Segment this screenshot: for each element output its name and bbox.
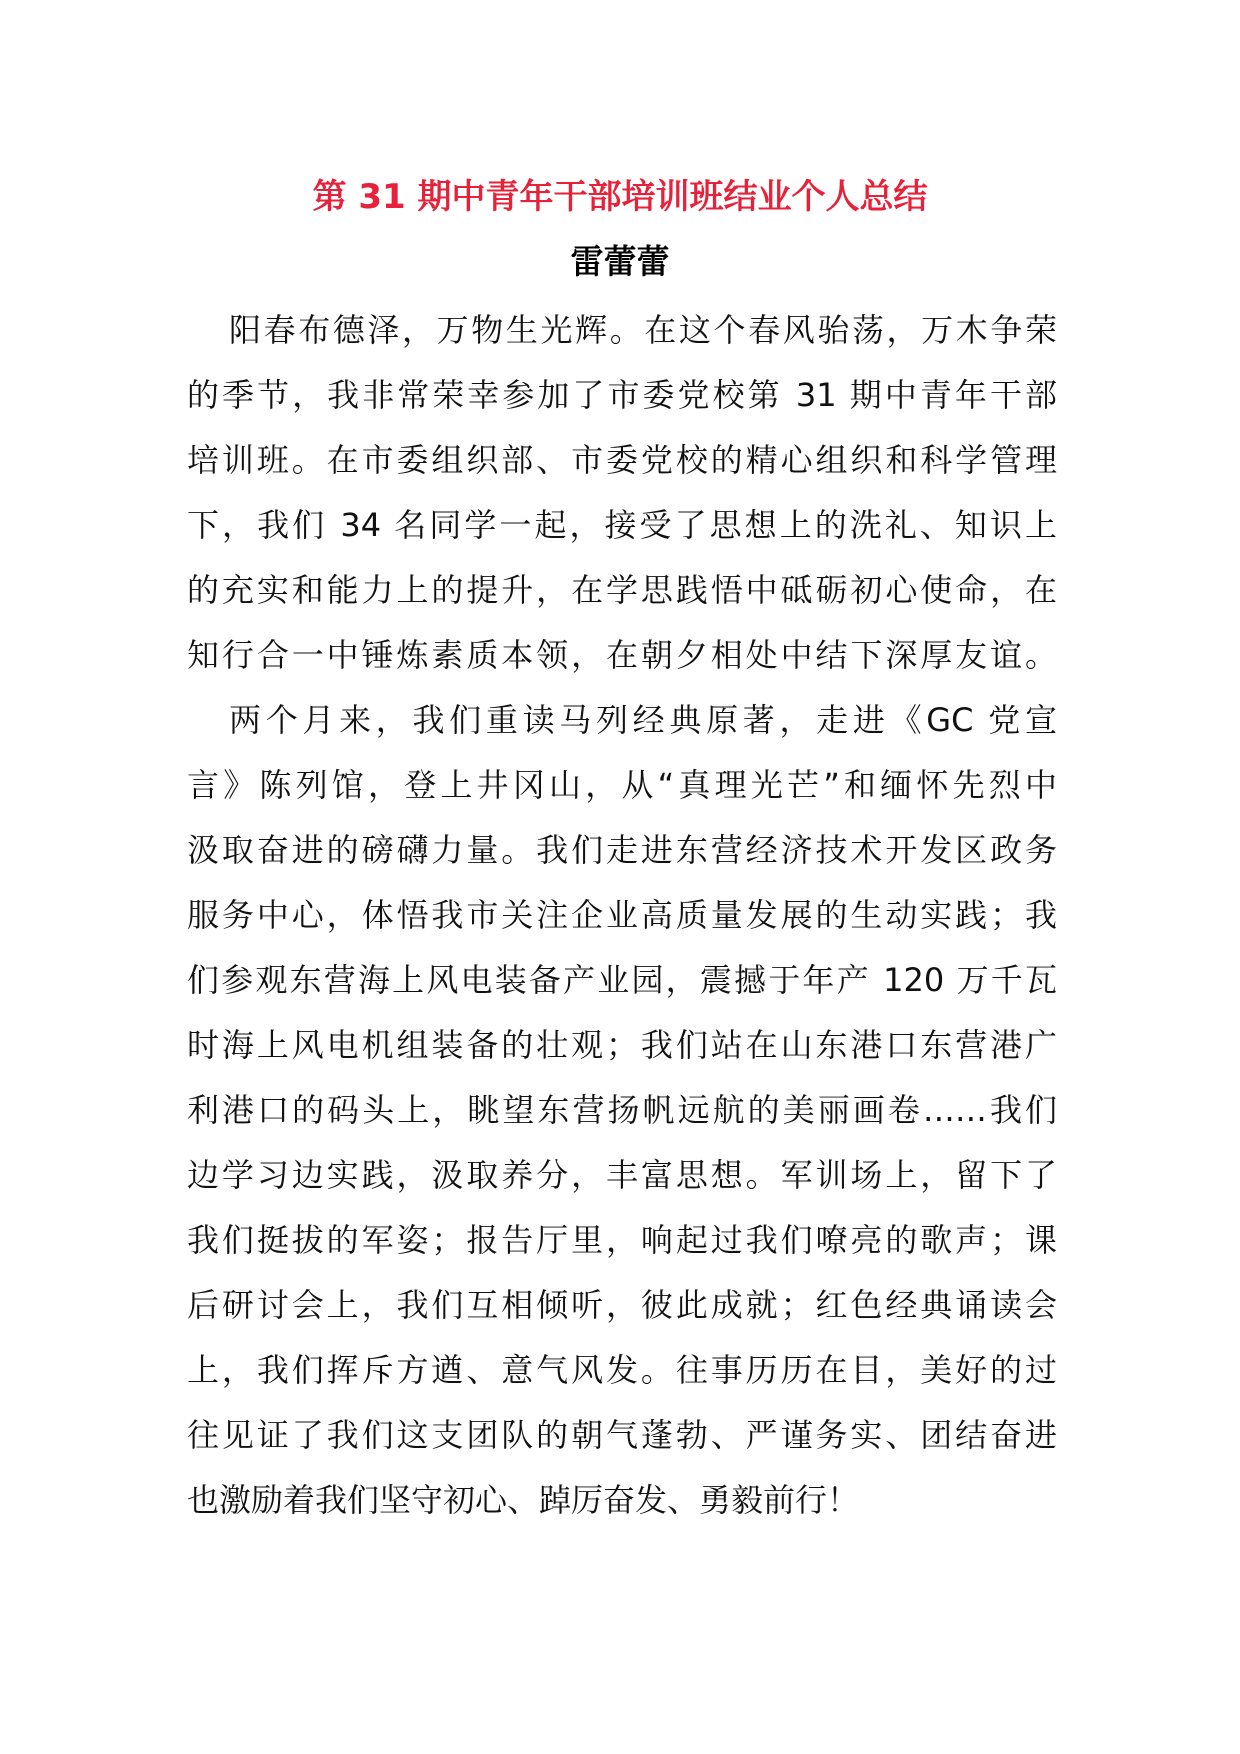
- document-author: 雷蕾蕾: [570, 242, 670, 281]
- paragraph-2-line-6: 时海上风电机组装备的壮观；我们站在山东港口东营港广: [187, 1026, 1057, 1064]
- paragraph-2-line-11: 上，我们挥斥方遒、意气风发。往事历历在目，美好的过: [187, 1351, 1057, 1389]
- document-body: [187, 298, 1057, 1533]
- paragraph-2-line-12: 往见证了我们这支团队的朝气蓬勃、严谨务实、团结奋进: [187, 1416, 1057, 1454]
- paragraph-1-line-1: 阳春布德泽，万物生光辉。在这个春风骀荡，万木争荣: [229, 311, 1057, 349]
- paragraph-2-line-13: 也激励着我们坚守初心、踔厉奋发、勇毅前行！: [187, 1481, 860, 1519]
- paragraph-2-line-10: 后研讨会上，我们互相倾听，彼此成就；红色经典诵读会: [187, 1286, 1057, 1324]
- paragraph-2-line-7: 利港口的码头上，眺望东营扬帆远航的美丽画卷……我们: [187, 1091, 1057, 1129]
- paragraph-2-line-2: 言》陈列馆，登上井冈山，从“真理光芒”和缅怀先烈中: [187, 766, 1057, 804]
- paragraph-2-line-3: 汲取奋进的磅礴力量。我们走进东营经济技术开发区政务: [187, 831, 1057, 869]
- paragraph-2-line-1: 两个月来，我们重读马列经典原著，走进《GC 党宣: [229, 701, 1057, 739]
- document-title: 第 31 期中青年干部培训班结业个人总结: [312, 177, 928, 217]
- paragraph-2-line-4: 服务中心，体悟我市关注企业高质量发展的生动实践；我: [187, 896, 1057, 934]
- paragraph-1-line-5: 的充实和能力上的提升，在学思践悟中砥砺初心使命，在: [187, 571, 1057, 609]
- paragraph-1-line-4: 下，我们 34 名同学一起，接受了思想上的洗礼、知识上: [187, 506, 1057, 544]
- paragraph-2-line-9: 我们挺拔的军姿；报告厅里，响起过我们嘹亮的歌声；课: [187, 1221, 1057, 1259]
- paragraph-2-line-5: 们参观东营海上风电装备产业园，震撼于年产 120 万千瓦: [187, 961, 1057, 999]
- paragraph-1-line-6: 知行合一中锤炼素质本领，在朝夕相处中结下深厚友谊。: [187, 636, 1057, 674]
- paragraph-1-line-2: 的季节，我非常荣幸参加了市委党校第 31 期中青年干部: [187, 376, 1057, 414]
- paragraph-1-line-3: 培训班。在市委组织部、市委党校的精心组织和科学管理: [187, 441, 1057, 479]
- paragraph-2-line-8: 边学习边实践，汲取养分，丰富思想。军训场上，留下了: [187, 1156, 1057, 1194]
